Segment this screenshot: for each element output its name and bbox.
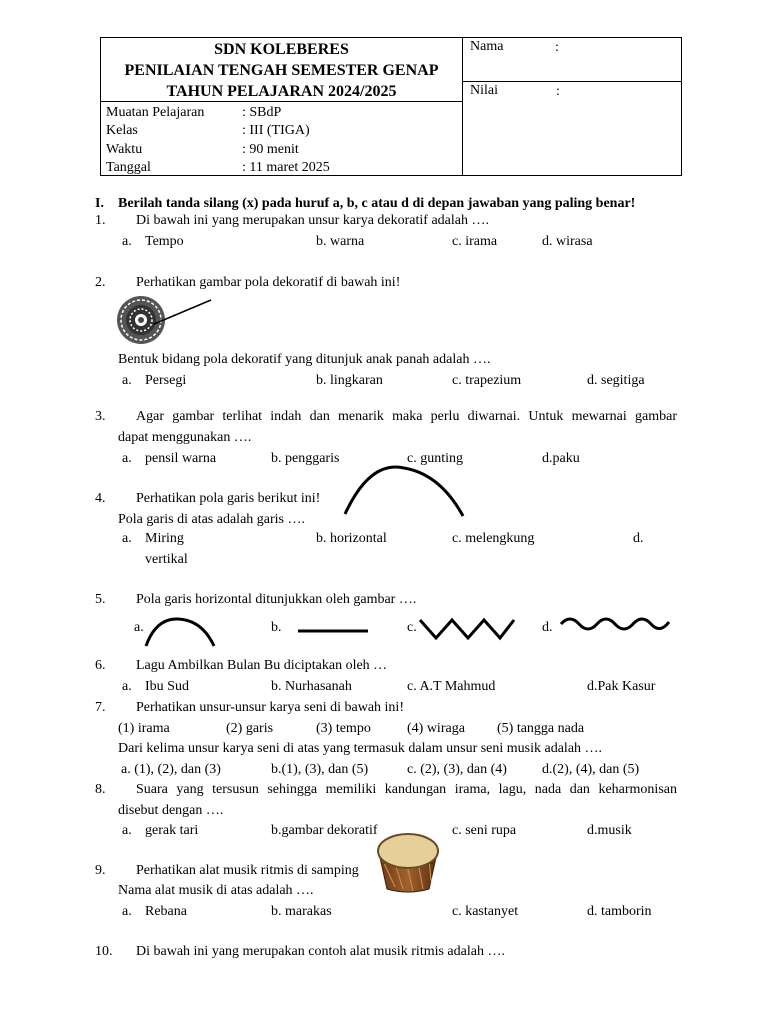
school-name: SDN KOLEBERES: [214, 41, 349, 58]
q5-option-a-letter: a.: [134, 620, 144, 635]
q6-option-c: c. A.T Mahmud: [407, 679, 496, 694]
q2-number: 2.: [95, 275, 106, 290]
q5-zigzag-line-image: [418, 616, 518, 642]
section-number: I.: [95, 196, 104, 211]
q1-option-c: c. irama: [452, 234, 498, 249]
q1-text: Di bawah ini yang merupakan unsur karya dekoratif adalah ….: [136, 213, 489, 228]
q3-option-b: b. penggaris: [271, 451, 340, 466]
q3-option-a: pensil warna: [145, 451, 217, 466]
q7-item-3: (3) tempo: [316, 721, 371, 736]
q4-sub: Pola garis di atas adalah garis ….: [118, 512, 306, 527]
q7-sub: Dari kelima unsur karya seni di atas yang termasuk dalam unsur seni musik adalah ….: [118, 741, 603, 756]
q4-option-a-letter: a.: [122, 531, 132, 546]
q7-item-5: (5) tangga nada: [497, 721, 585, 736]
q2-option-b: b. lingkaran: [316, 373, 383, 388]
q9-option-b: b. marakas: [271, 904, 332, 919]
school-year: TAHUN PELAJARAN 2024/2025: [166, 83, 397, 100]
info-value-subject: : SBdP: [242, 105, 282, 120]
q5-wavy-line-image: [559, 614, 675, 636]
q7-number: 7.: [95, 700, 106, 715]
q5-text: Pola garis horizontal ditunjukkan oleh gambar ….: [136, 592, 417, 607]
q7-option-c: c. (2), (3), dan (4): [407, 762, 507, 777]
q4-number: 4.: [95, 491, 106, 506]
q6-option-a-letter: a.: [122, 679, 132, 694]
q5-option-c-letter: c.: [407, 620, 417, 635]
q10-text: Di bawah ini yang merupakan contoh alat musik ritmis adalah ….: [136, 944, 505, 959]
q5-horizontal-line-image: [296, 623, 372, 637]
q2-text: Perhatikan gambar pola dekoratif di bawah ini!: [136, 275, 401, 290]
q7-item-2: (2) garis: [226, 721, 274, 736]
q1-number: 1.: [95, 213, 106, 228]
section-instruction: Berilah tanda silang (x) pada huruf a, b, c atau d di depan jawaban yang paling benar!: [118, 196, 636, 211]
info-value-time: : 90 menit: [242, 142, 299, 157]
q9-sub: Nama alat musik di atas adalah ….: [118, 883, 314, 898]
q2-option-a: Persegi: [145, 373, 187, 388]
q4-text: Perhatikan pola garis berikut ini!: [136, 491, 321, 506]
q1-option-b: b. warna: [316, 234, 365, 249]
curved-line-image: [340, 464, 468, 518]
q3-text-line2: dapat menggunakan ….: [118, 430, 252, 445]
q3-text-line1: Agar gambar terlihat indah dan menarik maka perlu diwarnai. Untuk mewarnai gambar: [136, 409, 677, 424]
q7-option-b: b.(1), (3), dan (5): [271, 762, 369, 777]
nilai-label: Nilai: [470, 83, 498, 98]
info-label-subject: Muatan Pelajaran: [106, 105, 205, 120]
q5-arc-line-image: [142, 614, 218, 648]
q7-item-4: (4) wiraga: [407, 721, 465, 736]
q3-number: 3.: [95, 409, 106, 424]
q2-option-c: c. trapezium: [452, 373, 522, 388]
info-label-class: Kelas: [106, 123, 138, 138]
exam-title: PENILAIAN TENGAH SEMESTER GENAP: [124, 62, 439, 79]
header-divider-vertical: [462, 37, 463, 176]
q8-option-b: b.gambar dekoratif: [271, 823, 378, 838]
q9-text: Perhatikan alat musik ritmis di samping: [136, 863, 359, 878]
q6-number: 6.: [95, 658, 106, 673]
q7-item-1: (1) irama: [118, 721, 170, 736]
q8-option-c: c. seni rupa: [452, 823, 517, 838]
drum-image: [375, 831, 441, 894]
nama-label: Nama: [470, 39, 504, 54]
q9-option-a-letter: a.: [122, 904, 132, 919]
info-value-class: : III (TIGA): [242, 123, 310, 138]
q8-number: 8.: [95, 782, 106, 797]
q6-option-d: d.Pak Kasur: [587, 679, 656, 694]
q1-option-a: Tempo: [145, 234, 184, 249]
q3-option-d: d.paku: [542, 451, 580, 466]
q4-option-d-letter: d.: [633, 531, 644, 546]
q7-option-d: d.(2), (4), dan (5): [542, 762, 640, 777]
q1-option-a-letter: a.: [122, 234, 132, 249]
q3-option-c: c. gunting: [407, 451, 463, 466]
q8-text-line2: disebut dengan ….: [118, 803, 224, 818]
q7-option-a: a. (1), (2), dan (3): [121, 762, 221, 777]
info-label-date: Tanggal: [106, 160, 151, 175]
q2-option-d: d. segitiga: [587, 373, 645, 388]
q6-option-a: Ibu Sud: [145, 679, 189, 694]
q4-option-b: b. horizontal: [316, 531, 387, 546]
q2-option-a-letter: a.: [122, 373, 132, 388]
q4-option-c: c. melengkung: [452, 531, 535, 546]
q7-text: Perhatikan unsur-unsur karya seni di bawah ini!: [136, 700, 404, 715]
q9-option-d: d. tamborin: [587, 904, 652, 919]
q8-option-d: d.musik: [587, 823, 632, 838]
q6-option-b: b. Nurhasanah: [271, 679, 352, 694]
q9-option-a: Rebana: [145, 904, 187, 919]
q9-number: 9.: [95, 863, 106, 878]
q9-option-c: c. kastanyet: [452, 904, 519, 919]
q8-option-a-letter: a.: [122, 823, 132, 838]
q2-sub: Bentuk bidang pola dekoratif yang ditunjuk anak panah adalah ….: [118, 352, 491, 367]
q5-option-d-letter: d.: [542, 620, 553, 635]
info-value-date: : 11 maret 2025: [242, 160, 330, 175]
q8-text-line1: Suara yang tersusun sehingga memiliki kandungan irama, lagu, nada dan keharmonisan: [136, 782, 677, 797]
nilai-colon: :: [556, 84, 560, 99]
info-label-time: Waktu: [106, 142, 143, 157]
q5-option-b-letter: b.: [271, 620, 282, 635]
nama-colon: :: [555, 40, 559, 55]
q6-text: Lagu Ambilkan Bulan Bu diciptakan oleh …: [136, 658, 388, 673]
q4-option-d: vertikal: [145, 552, 188, 567]
q3-option-a-letter: a.: [122, 451, 132, 466]
q10-number: 10.: [95, 944, 113, 959]
q5-number: 5.: [95, 592, 106, 607]
q4-option-a: Miring: [145, 531, 184, 546]
decorative-pattern-image: [114, 294, 214, 348]
q1-option-d: d. wirasa: [542, 234, 593, 249]
q8-option-a: gerak tari: [145, 823, 199, 838]
